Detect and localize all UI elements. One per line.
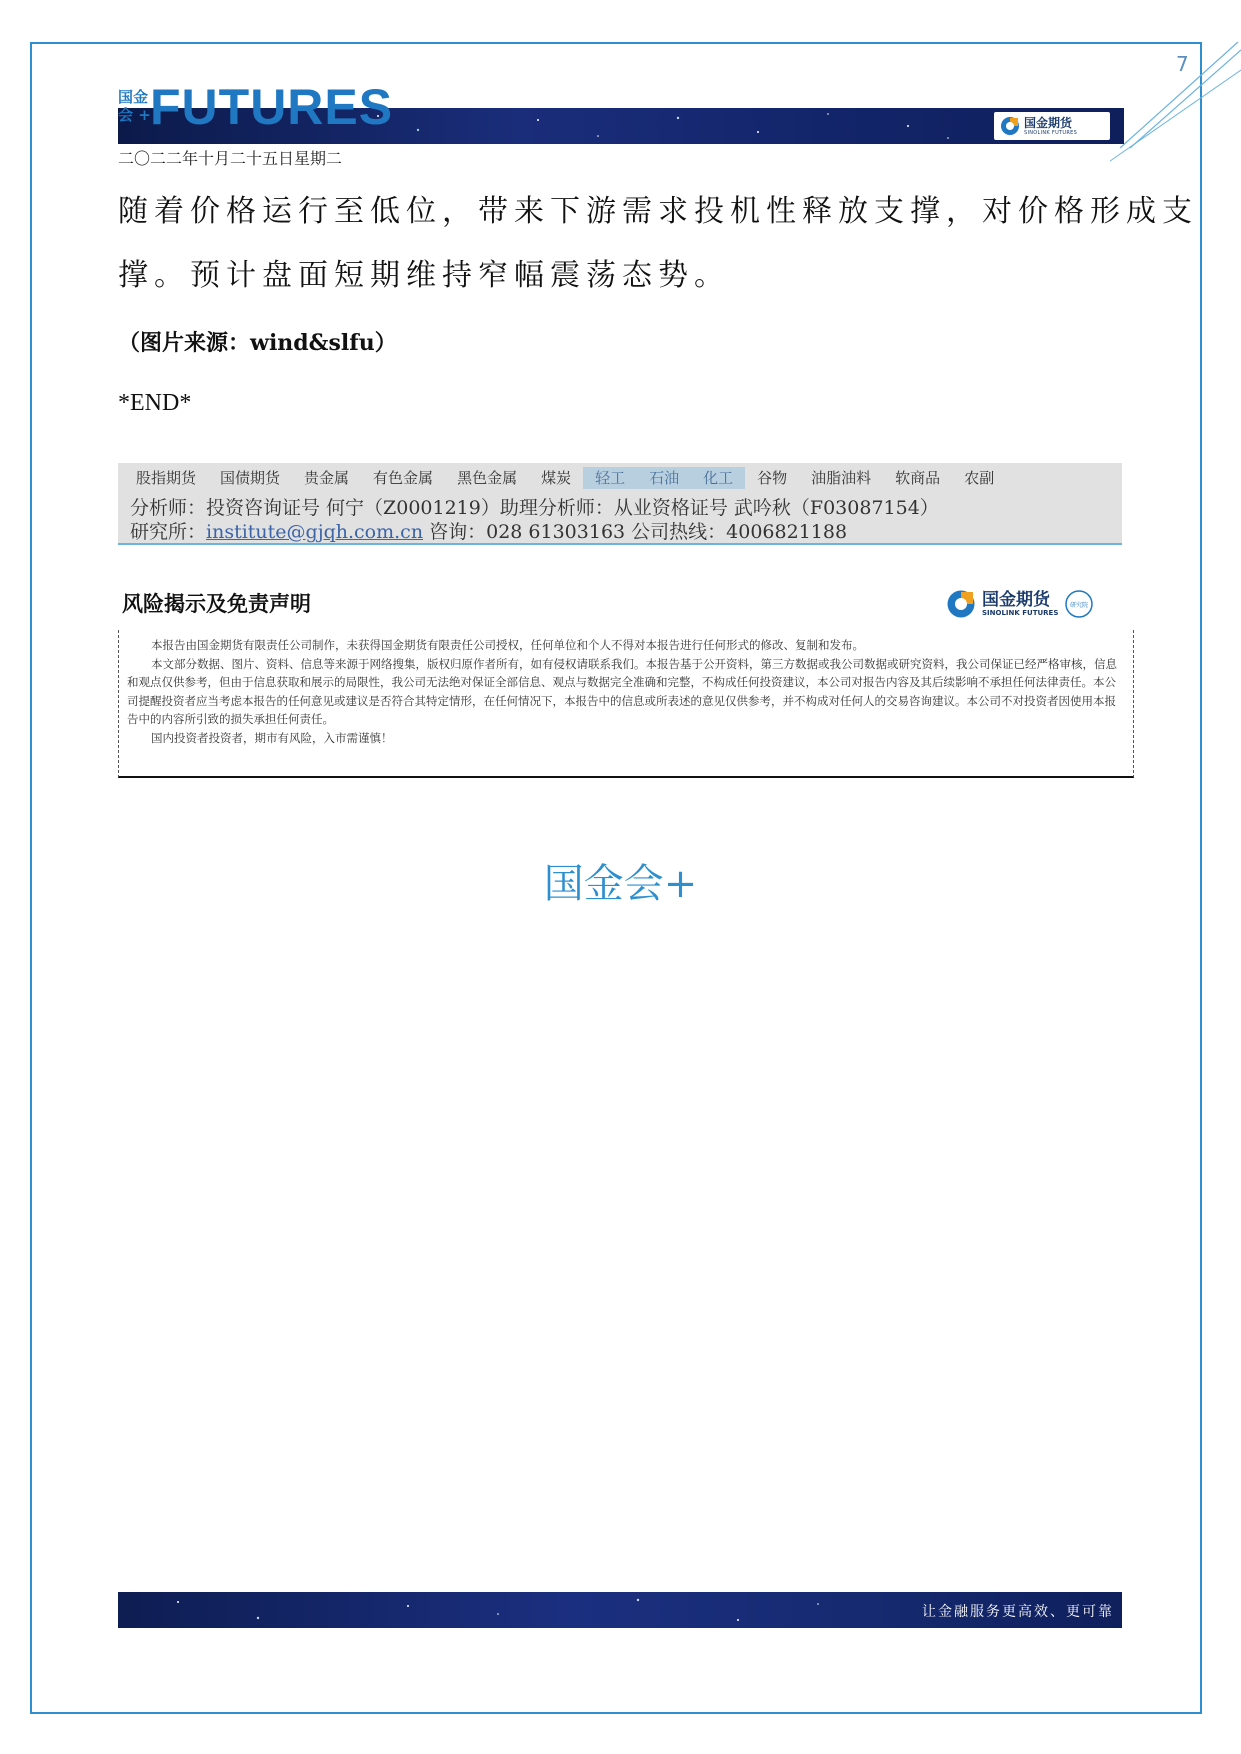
banner-logo-en: SINOLINK FUTURES (1024, 129, 1078, 136)
risk-section-logo (946, 584, 1122, 624)
company-logo-icon (1000, 116, 1020, 136)
brand-name-cn: 国金会 + (118, 88, 151, 124)
body-text-line: 撑。预计盘面短期维持窄幅震荡态势。 (118, 258, 730, 293)
body-text-line: 随着价格运行至低位，带来下游需求投机性释放支撑，对价格形成支 (118, 194, 1198, 229)
category-item[interactable]: 煤炭 (541, 469, 572, 487)
report-date: 二〇二二年十月二十五日星期二 (118, 149, 343, 168)
category-analyst-box (118, 463, 1122, 545)
risk-disclaimer-title: 风险揭示及免责声明 (122, 592, 311, 616)
category-item-highlighted[interactable]: 轻工 (583, 467, 637, 489)
end-mark: *END* (118, 390, 192, 416)
category-item[interactable]: 国债期货 (220, 469, 281, 487)
category-item[interactable]: 黑色金属 (457, 469, 518, 487)
institute-info (130, 517, 847, 544)
category-item[interactable]: 贵金属 (304, 469, 350, 487)
category-item[interactable]: 农副 (964, 469, 995, 487)
category-list (124, 467, 1006, 489)
category-item-highlighted[interactable]: 石油 (637, 467, 691, 489)
category-item[interactable]: 股指期货 (136, 469, 197, 487)
brand-name-futures: FUTURES (150, 79, 394, 135)
disclaimer-paragraph: 本报告由国金期货有限责任公司制作，未获得国金期货有限责任公司授权，任何单位和个人不得对本报告进行任何形式的修改、复制和发布。 (151, 638, 864, 652)
category-item[interactable]: 有色金属 (373, 469, 434, 487)
analyst-info: 分析师：投资咨询证号 何宁（Z0001219）助理分析师：从业资格证号 武吟秋（F03087154） (130, 497, 939, 519)
disclaimer-paragraph: 国内投资者投资者，期市有风险，入市需谨慎！ (151, 730, 393, 745)
footer-brand: 国金会+ (543, 861, 698, 907)
category-item-highlighted[interactable]: 化工 (691, 467, 745, 489)
risk-logo-en: SINOLINK FUTURES (982, 608, 1059, 617)
category-item[interactable]: 油脂油料 (811, 469, 872, 487)
research-institute-seal-icon (1064, 589, 1094, 619)
disclaimer-paragraph: 本文部分数据、图片、资料、信息等来源于网络搜集，版权归原作者所有，如有侵权请联系我们。本报告基于公开资料，第三方数据或我公司数据或研究资料，我公司保证已经严格审核，信息和观点仅供参考，但由于信息获取和展示的局限性，我公司无法绝对保证全部信息、观点与数据完全准确和完整，不构成任何投资建议，本公司对报告内容及其后续影响不承担任何法律责任。本公司提醒投资者应当考虑本报告的任何意见或建议是否符合其特定情形，在任何情况下，本报告中的信息或所表述的意见仅供参考，并不构成对任何人的交易咨询建议。本公司不对投资者因使用本报告中的内容所引致的损失承担任何责任。 (127, 656, 1117, 726)
disclaimer-text-box (118, 630, 1134, 778)
seal-text: 研究院 (1070, 602, 1089, 609)
banner-logo-cn: 国金期货 (1024, 115, 1073, 130)
footer-slogan: 让金融服务更高效、更可靠 (922, 1604, 1114, 1620)
corner-decoration (1110, 40, 1241, 175)
banner-logo (994, 112, 1110, 140)
institute-email-link[interactable]: institute@gjqh.com.cn (206, 521, 424, 543)
category-item[interactable]: 谷物 (757, 469, 788, 487)
institute-label: 研究所： (130, 521, 207, 543)
category-item[interactable]: 软商品 (895, 469, 941, 487)
contact-info: 咨询：028 61303163 公司热线：4006821188 (429, 521, 848, 543)
page-number: 7 (1176, 52, 1189, 76)
risk-logo-cn: 国金期货 (982, 589, 1050, 610)
company-logo-icon (946, 589, 976, 619)
image-source-note: （图片来源：wind&slfu） (118, 330, 397, 356)
footer-banner (118, 1592, 1122, 1628)
